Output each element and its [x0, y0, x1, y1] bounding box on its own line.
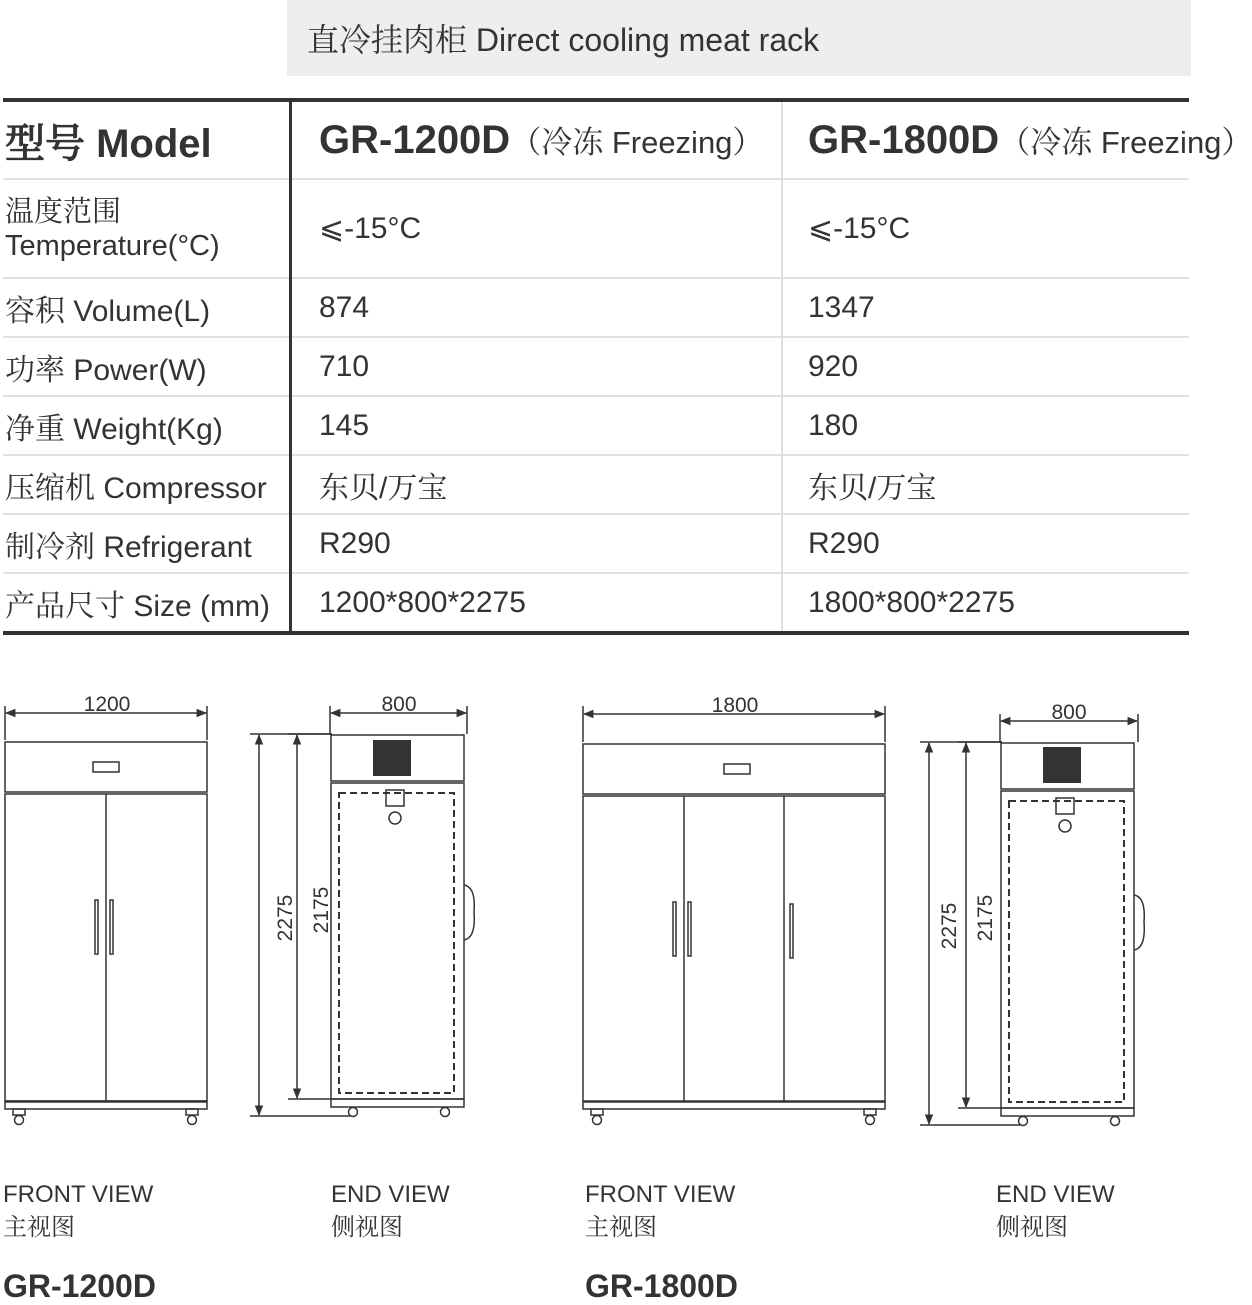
model-name: GR-1200D	[319, 118, 511, 162]
caption-end-view-gr1800	[996, 1178, 1115, 1244]
model-name: GR-1800D	[808, 118, 1000, 162]
row-label: 压缩机 Compressor	[3, 455, 291, 514]
row-label: 容积 Volume(L)	[3, 278, 291, 337]
table-row-refrigerant	[3, 514, 1189, 573]
dim-height-total: 2275	[938, 902, 961, 950]
table-row-compressor	[3, 455, 1189, 514]
model-label-gr1200d: GR-1200D	[3, 1268, 156, 1304]
model-suffix: （冷冻 Freezing）	[999, 125, 1252, 160]
cell-value: 920	[782, 337, 1189, 396]
cell-value: 180	[782, 396, 1189, 455]
header-model-gr1200d	[291, 100, 783, 179]
cell-value: ⩽-15°C	[291, 179, 783, 278]
page-title: 直冷挂肉柜 Direct cooling meat rack	[287, 0, 1191, 76]
row-label: 制冷剂 Refrigerant	[3, 514, 291, 573]
cell-value: R290	[291, 514, 783, 573]
row-label	[3, 179, 291, 278]
caption-en: FRONT VIEW	[3, 1181, 154, 1208]
caption-cn: 主视图	[3, 1214, 75, 1241]
dim-height-total: 2275	[274, 894, 297, 942]
table-row-size	[3, 573, 1189, 633]
gr1200-front-drawing	[5, 693, 207, 1125]
cell-value: 1347	[782, 278, 1189, 337]
dim-width: 800	[381, 693, 417, 716]
dim-width: 1800	[711, 694, 759, 717]
technical-drawings	[0, 640, 1191, 1160]
table-row-temperature	[3, 179, 1189, 278]
caption-cn: 侧视图	[996, 1214, 1068, 1241]
cell-value: 1800*800*2275	[808, 585, 1015, 619]
cell-value: ⩽-15°C	[782, 179, 1189, 278]
header-label: 型号 Model	[3, 100, 291, 179]
table-row-volume	[3, 278, 1189, 337]
dim-width: 800	[1051, 701, 1087, 724]
cell-value: 1200*800*2275	[291, 573, 783, 633]
row-label-en: Temperature(°C)	[5, 229, 220, 262]
dim-width: 1200	[83, 693, 131, 716]
cell-value: 东贝/万宝	[291, 455, 783, 514]
gr1200-end-drawing	[250, 693, 474, 1117]
row-label-cn: 温度范围	[5, 195, 122, 228]
dim-height-inner: 2175	[974, 894, 997, 942]
caption-en: END VIEW	[331, 1181, 450, 1208]
row-label: 功率 Power(W)	[3, 337, 291, 396]
caption-cn: 主视图	[585, 1214, 657, 1241]
caption-front-view-gr1200	[3, 1178, 153, 1244]
spec-table	[3, 98, 1252, 635]
gr1800-end-drawing	[920, 701, 1144, 1126]
table-row-power	[3, 337, 1189, 396]
model-suffix: （冷冻 Freezing）	[510, 125, 764, 160]
caption-en: END VIEW	[996, 1181, 1115, 1208]
cell-value: R290	[782, 514, 1189, 573]
cell-value: 东贝/万宝	[782, 455, 1189, 514]
row-label: 净重 Weight(Kg)	[3, 396, 291, 455]
cell-value: 710	[291, 337, 783, 396]
caption-end-view-gr1200	[331, 1178, 450, 1244]
cell-value: 874	[291, 278, 783, 337]
dim-height-inner: 2175	[310, 886, 333, 934]
row-label: 产品尺寸 Size (mm)	[3, 573, 291, 633]
table-header-row	[3, 100, 1189, 179]
cell-value: 145	[291, 396, 783, 455]
gr1800-front-drawing	[583, 694, 885, 1125]
caption-front-view-gr1800	[585, 1178, 735, 1244]
model-label-gr1800d: GR-1800D	[585, 1268, 738, 1304]
table-row-weight	[3, 396, 1189, 455]
caption-en: FRONT VIEW	[585, 1181, 736, 1208]
caption-cn: 侧视图	[331, 1214, 403, 1241]
header-model-gr1800d	[782, 100, 1252, 179]
